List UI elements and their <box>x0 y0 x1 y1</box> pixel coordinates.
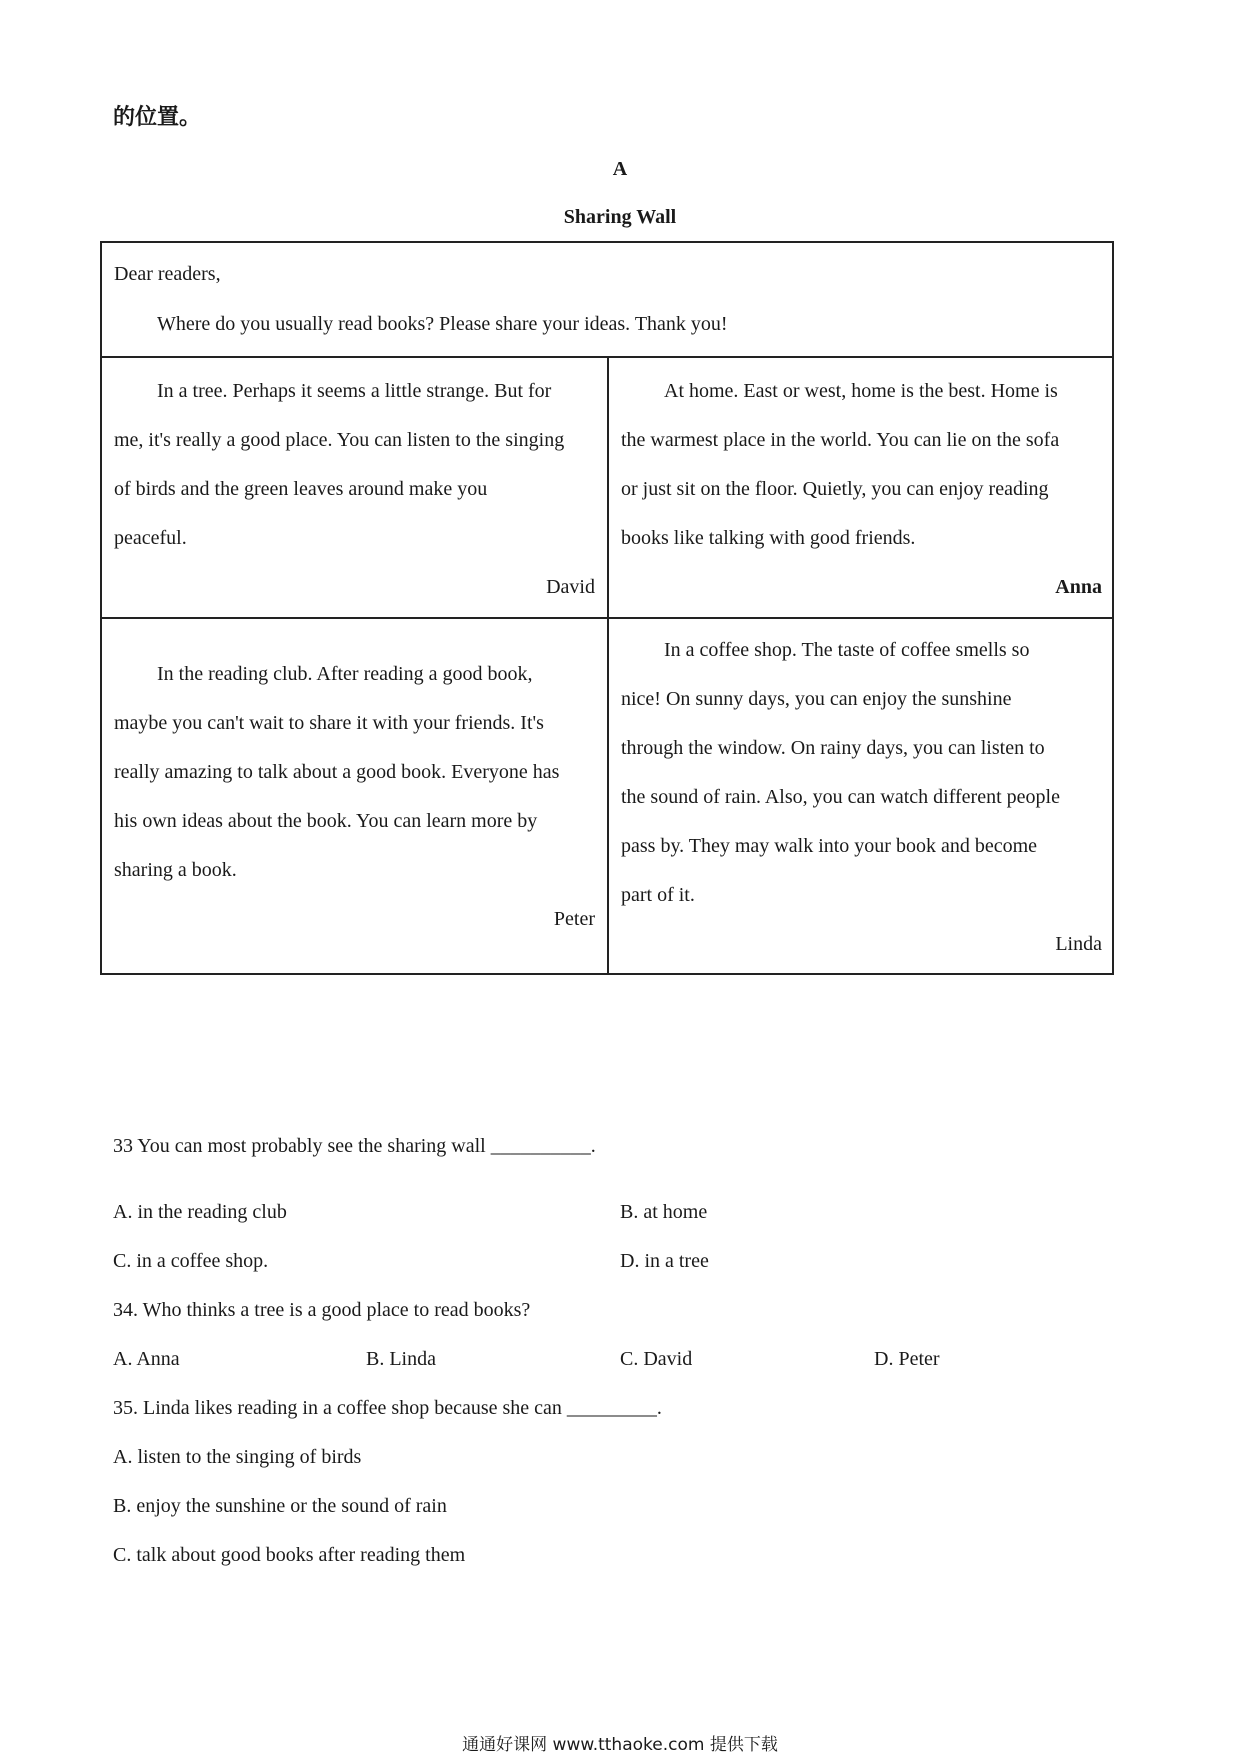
sharing-wall-table <box>100 241 1114 975</box>
post-line: peaceful. <box>114 527 187 549</box>
post-line: part of it. <box>621 884 695 906</box>
post-line: or just sit on the floor. Quietly, you can enjoy reading <box>621 478 1049 500</box>
post-line: In the reading club. After reading a good book, <box>157 663 533 685</box>
post-author: Peter <box>553 908 595 930</box>
post-line: In a coffee shop. The taste of coffee smells so <box>664 639 1030 661</box>
page-footer: 通通好课网 www.tthaoke.com 提供下载 <box>462 1735 778 1755</box>
post-line: nice! On sunny days, you can enjoy the sunshine <box>621 688 1012 710</box>
post-author: David <box>546 576 595 598</box>
section-letter: A <box>612 158 628 180</box>
post-linda <box>609 619 1114 975</box>
post-line: me, it's really a good place. You can listen to the singing <box>114 429 565 451</box>
post-line: the sound of rain. Also, you can watch different people <box>621 786 1060 808</box>
post-line: In a tree. Perhaps it seems a little strange. But for <box>157 380 552 402</box>
intro-greeting: Dear readers, <box>114 263 221 285</box>
section-title: Sharing Wall <box>563 206 677 228</box>
post-anna <box>609 358 1114 619</box>
post-line: his own ideas about the book. You can learn more by <box>114 810 538 832</box>
question-34-option-d[interactable]: D. Peter <box>874 1348 940 1370</box>
post-line: At home. East or west, home is the best. Home is <box>664 380 1058 402</box>
question-35-option-b[interactable]: B. enjoy the sunshine or the sound of rain <box>113 1495 447 1517</box>
post-author: Anna <box>1055 576 1102 598</box>
post-line: books like talking with good friends. <box>621 527 916 549</box>
intro-cell <box>102 243 1112 358</box>
question-35-option-c[interactable]: C. talk about good books after reading them <box>113 1544 466 1566</box>
post-author: Linda <box>1055 933 1102 955</box>
post-line: through the window. On rainy days, you can listen to <box>621 737 1045 759</box>
post-line: sharing a book. <box>114 859 237 881</box>
post-line: pass by. They may walk into your book and become <box>621 835 1038 857</box>
question-33-option-d[interactable]: D. in a tree <box>620 1250 709 1272</box>
question-34-option-c[interactable]: C. David <box>620 1348 693 1370</box>
question-33-stem: 33 You can most probably see the sharing wall __________. <box>113 1135 596 1157</box>
post-line: really amazing to talk about a good book. Everyone has <box>114 761 560 783</box>
header-fragment: 的位置。 <box>113 105 202 130</box>
post-line: the warmest place in the world. You can lie on the sofa <box>621 429 1060 451</box>
question-33-option-c[interactable]: C. in a coffee shop. <box>113 1250 269 1272</box>
question-35-stem: 35. Linda likes reading in a coffee shop because she can _________. <box>113 1397 662 1419</box>
question-33-option-b[interactable]: B. at home <box>620 1201 708 1223</box>
post-david <box>102 358 609 619</box>
question-34-option-a[interactable]: A. Anna <box>113 1348 180 1370</box>
post-peter <box>102 619 609 975</box>
question-35-option-a[interactable]: A. listen to the singing of birds <box>113 1446 362 1468</box>
question-33-option-a[interactable]: A. in the reading club <box>113 1201 287 1223</box>
question-34-stem: 34. Who thinks a tree is a good place to read books? <box>113 1299 531 1321</box>
question-34-option-b[interactable]: B. Linda <box>366 1348 436 1370</box>
post-line: maybe you can't wait to share it with your friends. It's <box>114 712 544 734</box>
post-line: of birds and the green leaves around make you <box>114 478 488 500</box>
intro-question: Where do you usually read books? Please share your ideas. Thank you! <box>157 313 728 335</box>
